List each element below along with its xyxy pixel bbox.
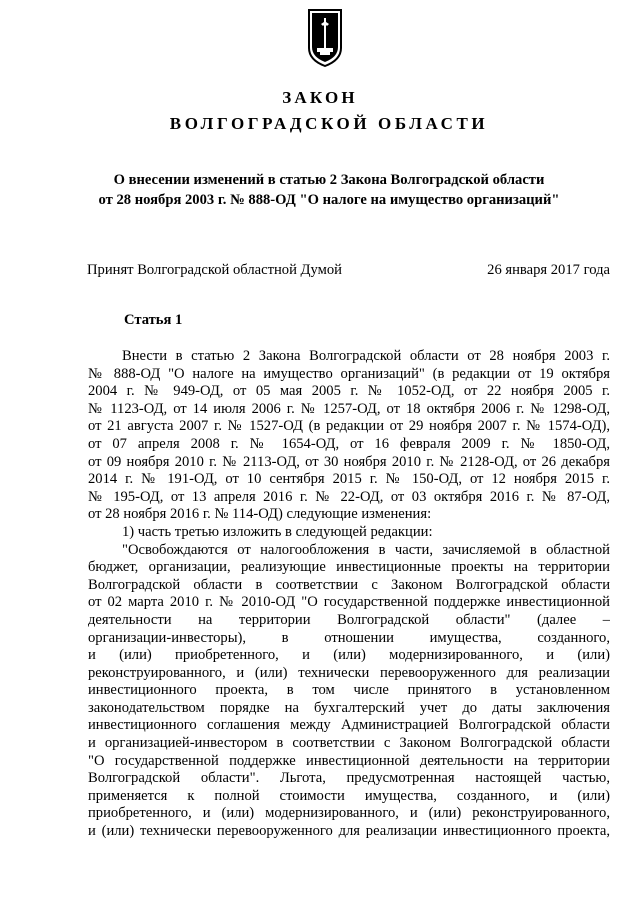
adoption-date: 26 января 2017 года [487, 262, 610, 278]
article-body [88, 348, 610, 841]
document-title [0, 170, 640, 210]
region-name: ВОЛГОГРАДСКОЙ ОБЛАСТИ [169, 114, 489, 133]
text-line: 2004 г. № 949-ОД, от 05 мая 2005 г. № 1052-ОД, от 22 ноября 2005 г. [88, 383, 610, 400]
text-line: Внести в статью 2 Закона Волгоградской области от 28 ноября 2003 г. [122, 348, 610, 364]
text-line: от 21 августа 2007 г. № 1527-ОД (в редакции от 29 ноября 2007 г. № 1574-ОД), [88, 418, 610, 435]
text-line: Волгоградской области в соответствии с Законом Волгоградской области [88, 576, 610, 593]
title-line: О внесении изменений в статью 2 Закона Волгоградской области [113, 172, 545, 188]
adoption-row [87, 262, 610, 279]
text-line: и (или) приобретенного, и (или) модернизированного, и (или) [88, 647, 610, 664]
text-line: инвестиционного соглашения между Администрацией Волгоградской области [88, 717, 610, 734]
text-line: организации-инвесторы), в отношении имущества, созданного, [88, 629, 610, 646]
article-heading: Статья 1 [124, 312, 183, 328]
text-line: и организацией-инвестором в соответствии с Законом Волгоградской области [88, 735, 610, 752]
text-line: законодательством порядке на бухгалтерский учет до даты заключения [88, 699, 610, 716]
text-line: № 888-ОД "О налоге на имущество организаций" (в редакции от 19 октября [88, 365, 610, 382]
text-line: 1) часть третью изложить в следующей редакции: [122, 523, 433, 540]
text-line: № 195-ОД, от 13 апреля 2016 г. № 22-ОД, от 03 октября 2016 г. № 87-ОД, [88, 488, 610, 505]
text-line: от 02 марта 2010 г. № 2010-ОД "О государственной поддержке инвестиционной [88, 594, 610, 611]
text-line: от 28 ноября 2016 г. № 114-ОД) следующие изменения: [88, 506, 432, 523]
text-line: 2014 г. № 191-ОД, от 10 сентября 2015 г. № 150-ОД, от 12 ноября 2015 г. [88, 471, 610, 488]
text-line: применяется к полной стоимости имущества, созданного, и (или) [88, 787, 610, 804]
text-line: приобретенного, и (или) модернизированного, и (или) реконструированного, [88, 805, 610, 822]
text-line: от 07 апреля 2008 г. № 1654-ОД, от 16 февраля 2009 г. № 1850-ОД, [88, 435, 610, 452]
text-line: бюджет, организации, реализующие инвестиционные проекты на территории [88, 559, 610, 576]
text-line: "О государственной поддержке инвестиционной деятельности на территории [88, 752, 610, 769]
text-line: "Освобождаются от налогообложения в части, зачисляемой в областной [122, 541, 610, 558]
title-line: от 28 ноября 2003 г. № 888-ОД "О налоге на имущество организаций" [98, 192, 560, 208]
text-line: № 1123-ОД, от 14 июля 2006 г. № 1257-ОД, от 18 октября 2006 г. № 1298-ОД, [88, 400, 610, 417]
text-line: и (или) технически перевооруженного для реализации инвестиционного проекта, [88, 823, 610, 840]
text-line: реконструированного, и (или) технически перевооруженного для реализации [88, 664, 610, 681]
text-line: от 09 ноября 2010 г. № 2113-ОД, от 30 ноября 2010 г. № 2128-ОД, от 26 декабря [88, 453, 610, 470]
adopted-by: Принят Волгоградской областной Думой [87, 262, 342, 278]
coat-of-arms-icon [307, 8, 343, 68]
text-line: деятельности на территории Волгоградской области" (далее – [88, 611, 610, 628]
text-line: Волгоградской области". Льгота, предусмотренная настоящей частью, [88, 770, 610, 787]
text-line: инвестиционного проекта, в том числе принятого в установленном [88, 682, 610, 699]
document-type: ЗАКОН [282, 88, 358, 107]
